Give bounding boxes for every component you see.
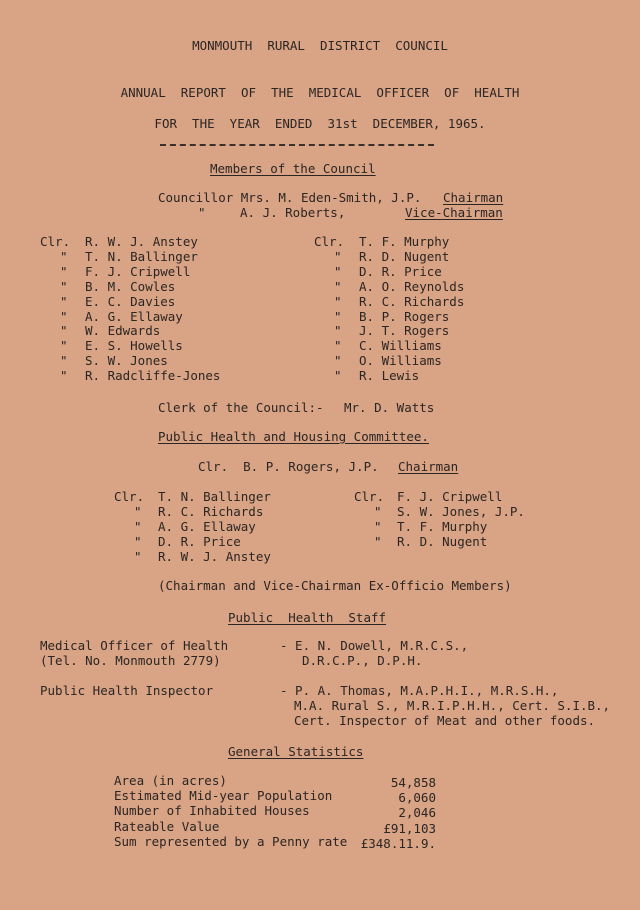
member-name: R. Lewis: [359, 368, 420, 384]
member-name: E. C. Davies: [85, 293, 176, 309]
name-prefix: Clr.: [354, 489, 385, 504]
member-name: W. Edwards: [85, 323, 161, 339]
committee-note: (Chairman and Vice-Chairman Ex-Officio Members): [158, 578, 512, 593]
phi-certification: Cert. Inspector of Meat and other foods.: [294, 713, 596, 728]
member-name: D. R. Price: [359, 263, 442, 279]
member-name: R. W. J. Anstey: [158, 549, 271, 564]
moh-qualifications: D.R.C.P., D.P.H.: [302, 653, 423, 668]
statistic-value: 6,060: [398, 790, 436, 806]
member-name: T. N. Ballinger: [85, 248, 198, 264]
member-name: T. F. Murphy: [359, 234, 450, 249]
member-name: B. M. Cowles: [85, 278, 176, 294]
member-name: T. N. Ballinger: [158, 489, 271, 504]
name-prefix: ": [334, 308, 342, 324]
ditto-mark: ": [198, 205, 206, 220]
name-prefix: ": [134, 519, 142, 534]
member-name: R. D. Nugent: [397, 534, 488, 549]
member-name: A. G. Ellaway: [158, 519, 256, 534]
name-prefix: ": [60, 293, 68, 309]
clerk-name: Mr. D. Watts: [344, 400, 435, 415]
name-prefix: ": [134, 534, 142, 549]
name-prefix: ": [374, 519, 382, 534]
committee-chair-role: Chairman: [398, 459, 459, 474]
statistic-label: Number of Inhabited Houses: [114, 803, 310, 819]
statistic-label: Estimated Mid-year Population: [114, 788, 333, 804]
phi-qualifications: M.A. Rural S., M.R.I.P.H.H., Cert. S.I.B.,: [294, 698, 611, 713]
member-name: R. C. Richards: [158, 504, 264, 519]
member-name: E. S. Howells: [85, 338, 183, 354]
name-prefix: ": [60, 263, 68, 279]
name-prefix: ": [60, 248, 68, 264]
name-prefix: Clr.: [40, 234, 71, 249]
report-year: FOR THE YEAR ENDED 31st DECEMBER, 1965.: [154, 116, 486, 131]
statistic-value: £91,103: [383, 820, 436, 836]
member-name: O. Williams: [359, 353, 442, 369]
chairman-line: Councillor Mrs. M. Eden-Smith, J.P.: [158, 190, 422, 205]
member-name: D. R. Price: [158, 534, 241, 549]
name-prefix: ": [334, 353, 342, 369]
phi-name: - P. A. Thomas, M.A.P.H.I., M.R.S.H.,: [280, 683, 559, 698]
name-prefix: ": [134, 504, 142, 519]
member-name: F. J. Cripwell: [397, 489, 503, 504]
moh-name: - E. N. Dowell, M.R.C.S.,: [280, 638, 469, 653]
member-name: R. Radcliffe-Jones: [85, 368, 221, 384]
header-divider: [160, 144, 434, 146]
name-prefix: ": [334, 368, 342, 384]
member-name: J. T. Rogers: [359, 323, 450, 339]
member-name: C. Williams: [359, 338, 442, 354]
member-name: S. W. Jones: [85, 353, 168, 369]
name-prefix: ": [334, 338, 342, 354]
member-name: A. G. Ellaway: [85, 308, 183, 324]
name-prefix: ": [134, 549, 142, 564]
name-prefix: ": [334, 263, 342, 279]
report-title: ANNUAL REPORT OF THE MEDICAL OFFICER OF HEALTH: [120, 85, 520, 100]
moh-phone: (Tel. No. Monmouth 2779): [40, 653, 221, 668]
name-prefix: ": [60, 353, 68, 369]
statistic-value: 2,046: [398, 805, 436, 821]
name-prefix: ": [334, 248, 342, 264]
vice-chairman-role: Vice-Chairman: [405, 205, 503, 220]
council-title: MONMOUTH RURAL DISTRICT COUNCIL: [192, 38, 448, 53]
committee-chair-line: Clr. B. P. Rogers, J.P.: [198, 459, 379, 474]
member-name: S. W. Jones, J.P.: [397, 504, 525, 519]
name-prefix: ": [60, 278, 68, 294]
name-prefix: ": [334, 278, 342, 294]
staff-heading: Public Health Staff: [228, 610, 387, 625]
member-name: R. D. Nugent: [359, 248, 450, 264]
member-name: B. P. Rogers: [359, 308, 450, 324]
member-name: T. F. Murphy: [397, 519, 488, 534]
phi-label: Public Health Inspector: [40, 683, 214, 698]
statistics-heading: General Statistics: [228, 744, 364, 759]
name-prefix: Clr.: [314, 234, 345, 249]
name-prefix: Clr.: [114, 489, 145, 504]
name-prefix: ": [60, 368, 68, 384]
members-heading: Members of the Council: [210, 161, 376, 176]
chairman-role: Chairman: [443, 190, 504, 205]
name-prefix: ": [374, 504, 382, 519]
name-prefix: ": [60, 338, 68, 354]
member-name: F. J. Cripwell: [85, 263, 191, 279]
vice-chairman-line: A. J. Roberts,: [240, 205, 346, 220]
statistic-value: £348.11.9.: [360, 835, 436, 851]
member-name: R. C. Richards: [359, 293, 465, 309]
committee-heading: Public Health and Housing Committee.: [158, 429, 429, 444]
member-name: A. O. Reynolds: [359, 278, 465, 294]
moh-label: Medical Officer of Health: [40, 638, 229, 653]
name-prefix: ": [60, 308, 68, 324]
name-prefix: ": [334, 293, 342, 309]
name-prefix: ": [374, 534, 382, 549]
clerk-label: Clerk of the Council:-: [158, 400, 324, 415]
statistic-label: Sum represented by a Penny rate: [114, 833, 348, 849]
name-prefix: ": [60, 323, 68, 339]
statistic-value: 54,858: [390, 775, 436, 790]
member-name: R. W. J. Anstey: [85, 234, 198, 249]
statistic-label: Rateable Value: [114, 818, 220, 834]
statistic-label: Area (in acres): [114, 773, 227, 788]
name-prefix: ": [334, 323, 342, 339]
